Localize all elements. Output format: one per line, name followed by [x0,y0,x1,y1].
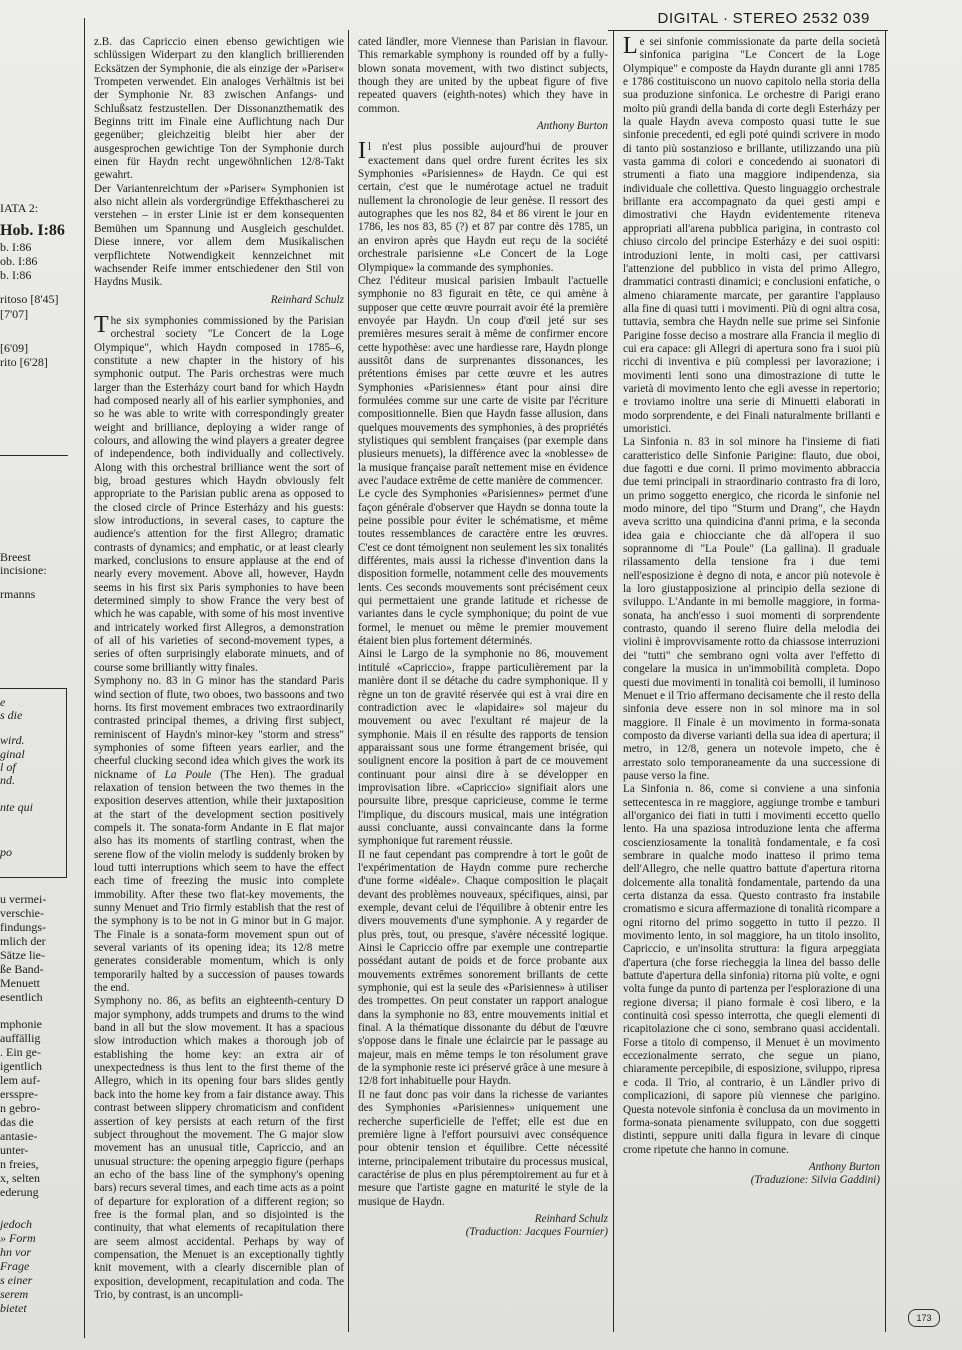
strip-text-line: mphonie [0,1017,42,1031]
translator-credit: (Traduction: Jacques Fournier) [465,1226,608,1239]
strip-text-line: ederung [0,1185,39,1199]
strip-text-line: verschie- [0,906,44,920]
strip-text-line: x, selten [0,1171,40,1185]
strip-text-line: po [0,845,12,859]
strip-text-line: ße Band- [0,962,44,976]
strip-text-line: » Form [0,1231,36,1245]
strip-text-line: auffällig [0,1031,41,1045]
left-cropped-column [0,0,84,1350]
italian-paragraph: La Sinfonia n. 86, come si conviene a una sinfonia settecentesca in re maggiore, aggiunge trombe e tamburi all'organico dei fiati in tutti i movimenti eccetto quello lento. Ha una spaziosa introduzione lenta che afferma coscienziosamente la tonalità fondamentale, e fa così sembrare in qualche modo inatteso il primo tema dell'Allegro, che nelle quattro battute d'apertura ritorna dolcemente alla tonalità fondamentale, partendo da una certa distanza da essa. Questo contrasto fra instabile cromatismo e sicura affermazione di tonalità ricompare a ogni ritorno del primo soggetto in tutto il pezzo. Il movimento lento, in sol maggiore, ha un titolo insolito, Capriccio, e un'insolita struttura: la figura arpeggiata d'apertura (che forse riecheggia la linea del basso delle battute d'apertura della sinfonia) ritorna più volte, e ogni volta funge da punto di partenza per l'esplorazione di una regione diversa; il piano formale è così libero, e la continuità così spesso interrotta, che quegli elementi di ricapitolazione che ci sono, sembrano quasi accidentali. Forse a titolo di compenso, il Menuet è un movimento eccezionalmente serrato, che segue un piano, chiaramente percepibile, di esposizione, sviluppo, ripresa e coda. Il Trio, al contrario, è un Ländler privo di complicazioni, di sapore più viennese che parigino. Questa notevole sinfonia è conclusa da un movimento in forma-sonata pienamente sviluppato, con due soggetti distinti, seppure uniti dalla figura in levare di cinque crome ripetute che hanno in comune. [623,783,880,1156]
strip-text-line: s einer [0,1273,33,1287]
strip-text-line: ersspre- [0,1087,38,1101]
english-paragraph: Symphony no. 86, as befits an eighteenth-century D major symphony, adds trumpets and drums to the wind band in all but the slow movement. It has a spacious slow introduction which makes a thorough job of establishing the home key: an extra air of unexpectedness is thus lent to the first theme of the Allegro, which in its opening four bars slides gently back into the home key from a fair distance away. This contrast between slippery chromaticism and confident assertion of key persists at each return of the first subject throughout the movement. The G major slow movement has an unusual title, Capriccio, and an unusual structure: the opening arpeggio figure (perhaps an echo of the bass line of the symphony's opening bars) recurs several times, and each time acts as a point of departure for exploration of a different region; so free is the formal plan, and so disjointed is the continuity, that what elements of recapitulation there are seem almost accidental. Perhaps by way of compensation, the Menuet is an exceptionally tightly knit movement, with a clearly discernible plan of exposition, development, recapitulation and coda. The Trio, by contrast, is an uncompli- [94,995,344,1301]
column-italian [623,36,880,1332]
column-rule-2 [348,30,349,1332]
strip-text-line: Sätze lie- [0,948,45,962]
digital-label: DIGITAL [657,10,719,27]
author-signature: Reinhard Schulz [270,293,344,306]
strip-text-line: ritoso [8'45] [0,292,59,306]
column-rule-1 [84,18,85,1338]
strip-text-line: findungs- [0,920,46,934]
strip-box [0,688,67,878]
strip-divider [0,455,68,456]
strip-text-line: das die [0,1115,34,1129]
english-paragraph: The six symphonies commissioned by the Parisian orchestral society "Le Concert de la Loge Olympique", which Haydn composed in 1785–6, constitute a new chapter in the history of his symphonic output. The Paris orchestras were much larger than the Esterházy court band for which Haydn had composed nearly all of his earlier symphonies, and so he was able to write with correspondingly greater weight and brilliance, deploying a wider range of colours, and allowing the wind players a greater degree of independence, both individually and collectively. Along with this orchestral brilliance went the sort of big, broad gestures which Haydn obviously felt appropriate to the Parisian public arena as opposed to the closed circle of Prince Esterházy and his guests: slow introductions, in several cases, to capture the audience's attention for the first Allegro; dramatic contrasts of dynamics; and emphatic, or at least clearly marked, conclusions to ensure applause at the end of nearly every movement. Above all, however, Haydn seems in his first six Paris symphonies to have been determined simply to show France the very best of which he was capable, with some of his most inventive and intricately worked first Allegros, a demonstration of all of his varieties of second-movement types, a series of often surprisingly elaborate minuets, and of course some brilliantly witty finales. [94,311,344,674]
strip-text-line: n freies, [0,1157,39,1171]
strip-text-line: ginal [0,747,25,761]
french-paragraph: Ainsi le Largo de la symphonie no 86, mouvement intitulé «Capriccio», frappe particulièrement par la manière dont il se détache du cadre symphonique. Il y règne un ton de gravité réservée qui est à vrai dire en contradiction avec le «lapidaire» sol majeur du mouvement ou avec l'exultant ré majeur de la symphonie. Mais il en résulte des rapports de tension apparaissant sous une forme étrangement brisée, qui soulignent encore la position à part de ce mouvement continuant pour ainsi dire à se développer en improvisation libre. «Capriccio» signifiait alors une poursuite libre, presque capricieuse, comme le terme l'implique, du discours musical, mais une intégration aussi concluante, aussi convaincante dans la forme symphonique fut rarement réussie. [358,648,608,848]
strip-text-line: wird. [0,733,25,747]
strip-text-line: nd. [0,773,15,787]
strip-text-line: . Ein ge- [0,1045,41,1059]
strip-text-line: b. I:86 [0,268,32,282]
column-german-english [94,36,344,1332]
strip-text-line: Breest [0,550,31,564]
column-english-french [358,36,608,1332]
italian-paragraph: La Sinfonia n. 83 in sol minore ha l'insieme di fiati caratteristico delle Sinfonie Parigine: flauto, due oboi, due fagotti e due corni. Il primo movimento abbraccia due temi principali in straordinario contrasto fra di loro, un primo soggetto energico, che ricorda le sinfonie nel modo minore, del tipo "Sturm und Drang", che Haydn aveva scritto una quindicina d'anni prima, e la seconda idea gaia e chiocciante che dà all'opera il suo soprannome di "La Poule" (La gallina). Il graduale rilassamento della tensione fra i due temi nell'esposizione è degno di nota, e ancor più notevole è la loro giustapposizione al principio della sezione di sviluppo. L'Andante in mi bemolle maggiore, in forma-sonata, ha anch'esso i suoi momenti di sorprendente contrasto, quando il sereno fluire della melodia dei violini è improvvisamente rotto da chiassose interruzioni dei "tutti" che sembrano ogni volta aver l'effetto di congelare la musica in un'immobilità completa. Dopo questi due movimenti in tonalità coi bemolli, il luminoso Menuet e il Trio affermano decisamente che il resto della sinfonia deve essere non in sol minore ma in sol maggiore. Il Finale è un movimento in forma-sonata composto da diverse varianti della sua idea di apertura; il metro, in 12/8, genera un notevole impeto, che è arrestato solo temporaneamente da una successione di pause verso la fine. [623,436,880,782]
strip-text-line: ob. I:86 [0,254,38,268]
strip-text-line: IATA 2: [0,201,39,215]
author-signature: Anthony Burton [536,120,608,133]
strip-text-line: jedoch [0,1217,32,1231]
french-paragraph: Il ne faut donc pas voir dans la richesse de variantes des Symphonies «Parisiennes» uniquement une recherche superficielle de l'effet; elle est due en première ligne à l'effort poursuivi avec conséquence pour obtenir tension et équilibre. Cette nécessité interne, principalement tributaire du processus musical, caractérise de plus en plus péremptoirement au fur et à mesure que l'artiste gagne en maturité le style de la musique de Haydn. [358,1088,608,1208]
stereo-catalog-number: STEREO 2532 039 [732,10,870,27]
italian-paragraph: Le sei sinfonie commissionate da parte della società sinfonica parigina "Le Concert de la Loge Olympique" e composte da Haydn durante gli anni 1785 e 1786 costituiscono un nuovo capitolo nella storia della sua produzione sinfonica. Le orchestre di Parigi erano molto più grandi della banda di corte degli Esterházy per la quale Haydn aveva composto quasi tutte le sue sinfonie precedenti, ed egli poté quindi scrivere in modo di tanto più sostanzioso e brillante, utilizzando una più vasta gamma di colori e concedendo ai suonatori di strumenti a fiato una maggiore indipendenza, sia individuale che collettiva. Questo linguaggio orchestrale brillante era accompagnato da quei gesti ampi e dimostrativi che Haydn evidentemente riteneva appropriati all'arena pubblica parigina, in contrasto col chiuso circolo del principe Esterházy e dei suoi ospiti: introduzioni lente, in molti casi, per cattivarsi l'attenzione del pubblico in vista del primo Allegro, drammatici contrasti dinamici; e conclusioni enfatiche, o almeno chiaramente marcate, per garantire l'applauso alla fine di quasi tutti i movimenti. Più di ogni altra cosa, tuttavia, sembra che Haydn nelle sue prime sei Sinfonie Parigine fosse deciso a mostrare alla Francia il meglio di cui era capace: gli Allegri di apertura sono fra i suoi più ricchi di inventiva e più complessi per lavorazione; i movimenti lenti sono una dimostrazione di tutte le varietà di movimento lento che egli avesse in repertorio; e troviamo inoltre una serie di Minuetti elaborati in modo sorprendente, e dei Finali naturalmente brillanti e umoristici. [623,36,880,435]
catalog-header: DIGITAL · STEREO 2532 039 [657,10,870,27]
strip-text-line: unter- [0,1143,29,1157]
strip-text-line: mlich der [0,934,46,948]
english-paragraph: cated ländler, more Viennese than Parisian in flavour. This remarkable symphony is rounded off by a fully-blown sonata movement, with two distinct subjects, though they are united by the upbeat figure of five repeated quavers (eighth-notes) which they have in common. [358,36,608,115]
french-paragraph: Il n'est plus possible aujourd'hui de prouver exactement dans quel ordre furent écrites les six Symphonies «Parisiennes» de Haydn. Ce qui est certain, c'est que le numérotage actuel ne traduit nullement la chronologie de leur genèse. Il ressort des autographes que les nos 82, 84 et 86 virent le jour en 1786, les nos 83, 85 (?) et 87 par contre dès 1785, un an environ après que Haydn eut reçu de la société orchestrale parisienne «Le Concert de la Loge Olympique» la commande des symphonies. [358,138,608,274]
strip-text-line: e [0,695,6,709]
german-paragraph: z.B. das Capriccio einen ebenso gewichtigen wie schlüssigen Widerpart zu den klanglich brillierenden Ecksätzen der Symphonie, die als einzige der »Pariser« Trompeten verwendet. Ein analoges Verhältnis ist bei der Symphonie Nr. 83 zwischen Anfangs- und Schlußsatz festzustellen. Der Dissonanzthematik des Beginns tritt im Finale eine Auflichtung nach Dur gegenüber; gleichzeitig bleibt hier aber der ausgesprochen gewichtige Ton der Symphonie durch einen für Haydn recht ungewöhnlichen 12/8-Takt gewahrt. [94,36,344,182]
strip-text-line: Menuett [0,976,40,990]
author-signature: Reinhard Schulz [534,1212,608,1225]
header-rule [608,30,888,31]
strip-text-line: incisione: [0,563,47,577]
strip-text-line: Frage [0,1259,30,1273]
label-logo: 173 [908,1309,940,1327]
strip-text-line: n gebro- [0,1101,41,1115]
strip-text-line: l of [0,760,16,774]
strip-text-line: lem auf- [0,1073,41,1087]
german-paragraph: Der Variantenreichtum der »Pariser« Symphonien ist also nicht allein als vordergründige Effekthascherei zu verstehen – in erster Linie ist er dem konsequenten Bemühen um Spannung und Ausgleich geschuldet. Diese innere, vor allem dem Musikalischen verpflichtete Notwendigkeit kennzeichnet mit wachsender Reife immer entschiedener den Stil von Haydns Musik. [94,182,344,289]
column-rule-3 [613,30,614,1332]
french-paragraph: Chez l'éditeur musical parisien Imbault l'actuelle symphonie no 83 figurait en tête, ce qui amène à supposer que cette œuvre pourrait avoir été la première envoyée par Haydn. Un coup d'œil jeté sur ses premières mesures serait à même de confirmer encore cette hypothèse: avec une hardiesse rare, Haydn plonge aussitôt dans de surprenantes dissonances, les prétentions émises par cette œuvre et les autres Symphonies «Parisiennes» étant pour ainsi dire formulées comme sur une carte de visite par l'écriture compositionnelle. Bien que Haydn fasse allusion, dans quelques mouvements des symphonies, à des propriétés stylistiques qui semblent françaises (par exemple dans plusieurs menuets), la différence avec la «noblesse» de la musique française paraît nettement mise en évidence avec l'audace extrême de cette manière de commencer. [358,274,608,487]
strip-text-line: u vermei- [0,892,47,906]
strip-text-line: rmanns [0,587,36,601]
strip-text-line: b. I:86 [0,240,32,254]
column-rule-4 [885,30,886,1332]
strip-text-line: s die [0,708,23,722]
strip-text-line: [7'07] [0,307,29,321]
french-paragraph: Le cycle des Symphonies «Parisiennes» permet d'une façon générale d'observer que Haydn se donna toute la peine possible pour éviter le schématisme, et même toutes ressemblances de caractère entre les œuvres. C'est ce dont témoignent non seulement les six tonalités différentes, mais aussi la richesse d'invention dans la disposition formelle, notamment celle des mouvements lents. Ces seconds mouvements sont précisément ceux qui permettaient une grande latitude et richesse de variantes dans le cycle symphonique; du point de vue formel, le menuet ou même le premier mouvement étaient bien plus fortement déterminés. [358,488,608,648]
strip-text-line: bietet [0,1301,27,1315]
strip-text-line: antasie- [0,1129,38,1143]
strip-text-line: rito [6'28] [0,355,48,369]
strip-text-line: esentlich [0,990,43,1004]
strip-text-line: igentlich [0,1059,42,1073]
strip-text-line: nte qui [0,800,33,814]
english-paragraph: Symphony no. 83 in G minor has the standard Paris wind section of flute, two oboes, two bassoons and two horns. Its first movement embraces two extraordinarily contrasted principal themes, a driving first subject, reminiscent of Haydn's minor-key "storm and stress" symphonies of some fifteen years earlier, and the cheerful clucking second idea which gives the work its nickname of La Poule (The Hen). The gradual relaxation of tension between the two themes in the exposition deserves attention, while their juxtaposition at the start of the development section positively compels it. The sonata-form Andante in E flat major also has its moments of startling contrast, when the serene flow of the violin melody is suddenly broken by loud tutti interruptions which seem to have the effect each time of freezing the music into complete immobility. After these two flat-key movements, the sunny Menuet and Trio firmly establish that the rest of the symphony is to be not in G minor but in G major. The Finale is a sonata-form movement spun out of several variants of its opening idea; its 12/8 metre generates considerable momentum, which is only temporarily halted by a succession of pauses towards the end. [94,675,344,995]
strip-text-line: [6'09] [0,341,29,355]
strip-text-line: Hob. I:86 [0,222,65,239]
translator-credit: (Traduzione: Silvia Gaddini) [750,1174,880,1187]
strip-text-line: serem [0,1287,29,1301]
author-signature: Anthony Burton [808,1160,880,1173]
strip-text-line: hn vor [0,1245,31,1259]
french-paragraph: Il ne faut cependant pas comprendre à tort le goût de l'expérimentation de Haydn comme pure recherche d'une forme «idéale». Chaque composition le plaçait devant des problèmes nouveaux, spécifiques, ainsi, par exemple, devant celui de l'équilibre à obtenir entre les divers mouvements d'une symphonie. A y regarder de plus près, tout, ou presque, s'avère nécessité logique. Ainsi le Capriccio offre par exemple une contrepartie possédant autant de poids et de force probante aux mouvements extrêmes sonorement brillants de cette symphonie, qui est la seule des «Parisiennes» à utiliser des trompettes. On peut constater un rapport analogue dans la symphonie no 83, entre mouvements initial et final. A la thématique dissonante du début de l'œuvre s'oppose dans le finale une éclaircie par le passage au majeur, mais en même temps le ton résolument grave de la symphonie reste ici préservé grâce à une mesure à 12/8 fort inhabituelle pour Haydn. [358,848,608,1088]
